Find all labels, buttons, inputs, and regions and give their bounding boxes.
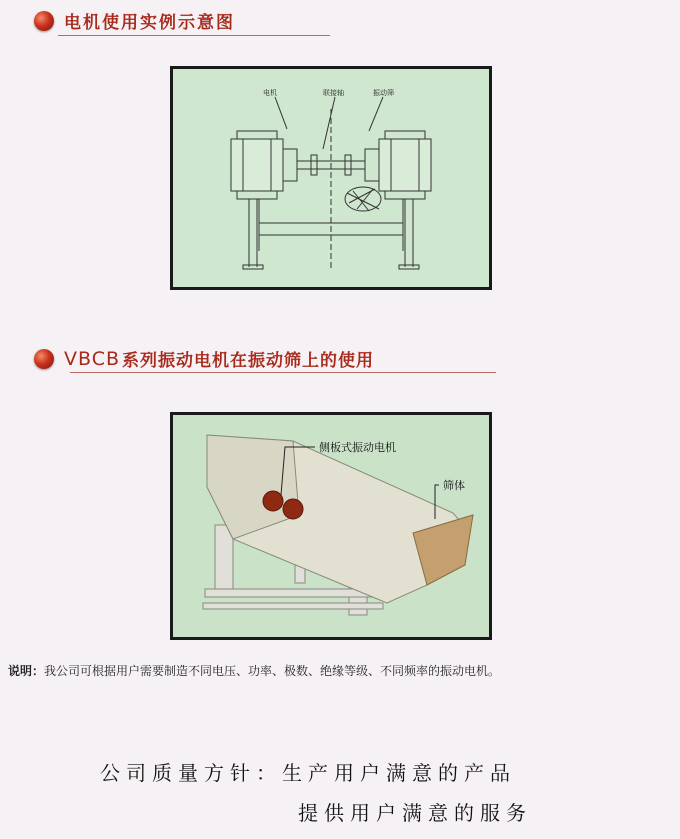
red-ball-icon	[34, 11, 54, 31]
section-heading-1	[34, 8, 235, 33]
note-text	[8, 662, 500, 679]
policy-line-2: 提供用户满意的服务	[298, 801, 532, 825]
note-body: 我公司可根据用户需要制造不同电压、功率、极数、绝缘等级、不同频率的振动电机。	[44, 664, 501, 678]
motor-diagram-panel	[170, 66, 492, 290]
section-title: 电机使用实例示意图	[64, 13, 235, 33]
label-screen: 振动筛	[373, 89, 394, 97]
section-heading-2	[34, 346, 374, 371]
policy-line-1: 公司质量方针：生产用户满意的产品	[100, 761, 516, 785]
vibrating-screen-illustration	[173, 415, 489, 637]
section-title: 系列振动电机在振动筛上的使用	[122, 351, 374, 371]
divider	[70, 372, 496, 373]
screen-photo-panel	[170, 412, 492, 640]
label-screen-body: 筛体	[443, 479, 465, 492]
divider	[58, 35, 330, 36]
red-ball-icon	[34, 349, 54, 369]
motor-diagram	[173, 69, 489, 287]
label-motor: 电机	[263, 89, 277, 97]
label-side-motor: 侧板式振动电机	[319, 441, 396, 454]
note-prefix: 说明：	[8, 664, 45, 678]
label-coupling: 联接轴	[323, 89, 344, 97]
section-title-prefix: VBCB	[64, 347, 120, 370]
